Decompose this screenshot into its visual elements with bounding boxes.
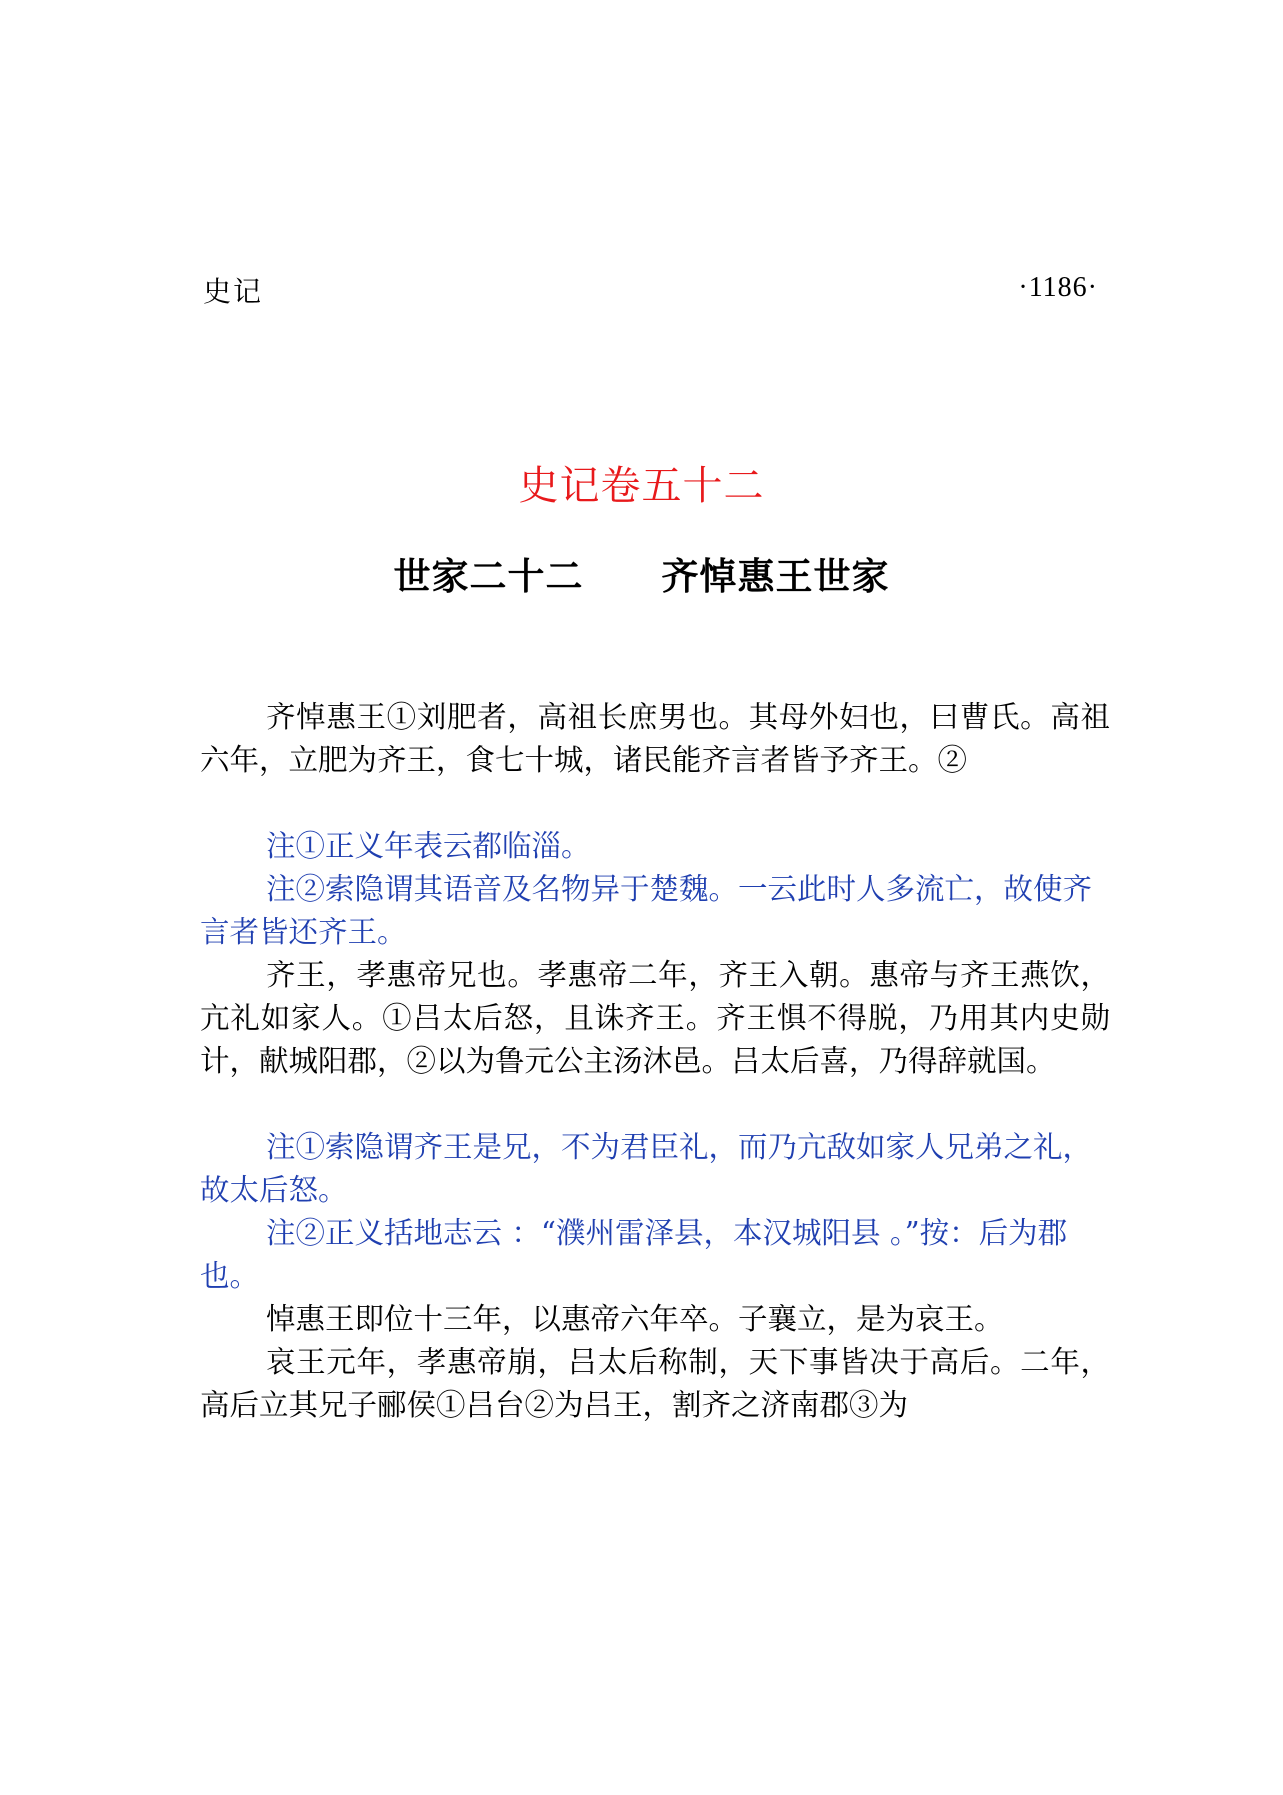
paragraph: 齐王，孝惠帝兄也。孝惠帝二年，齐王入朝。惠帝与齐王燕饮，亢礼如家人。①吕太后怒，且诛齐王。齐王惧不得脱，乃用其内史勋计，献城阳郡，②以为鲁元公主汤沐邑。吕太后喜，乃得辞就国。 [200,958,1110,1078]
running-head [203,270,1098,306]
annotation: 注②索隐谓其语音及名物异于楚魏。一云此时人多流亡，故使齐言者皆还齐王。 [200,872,1093,949]
annotation: 注①正义年表云都临淄。 [266,829,591,863]
annotation: 注②正义括地志云 ：“濮州雷泽县，本汉城阳县 。”按：后为郡也。 [200,1216,1068,1293]
paragraph: 齐悼惠王①刘肥者，高祖长庶男也。其母外妇也，曰曹氏。高祖六年，立肥为齐王，食七十城，诸民能齐言者皆予齐王。② [200,700,1110,777]
chapter-series: 世家二十二 [393,555,584,598]
paragraph: 哀王元年，孝惠帝崩，吕太后称制，天下事皆决于高后。二年，高后立其兄子郦侯①吕台②为吕王，割齐之济南郡③为 [200,1345,1110,1422]
chapter-name: 齐悼惠王世家 [661,555,890,598]
annotation: 注①索隐谓齐王是兄，不为君臣礼，而乃亢敌如家人兄弟之礼，故太后怒。 [200,1130,1093,1207]
chapter-title [0,546,1283,600]
book-name: 史记 [203,275,264,308]
volume-title: 史记卷五十二 [518,463,765,509]
body-text [200,696,1110,1427]
page-number: ·1186· [1018,272,1098,303]
paragraph: 悼惠王即位十三年，以惠帝六年卒。子襄立，是为哀王。 [266,1302,1004,1336]
